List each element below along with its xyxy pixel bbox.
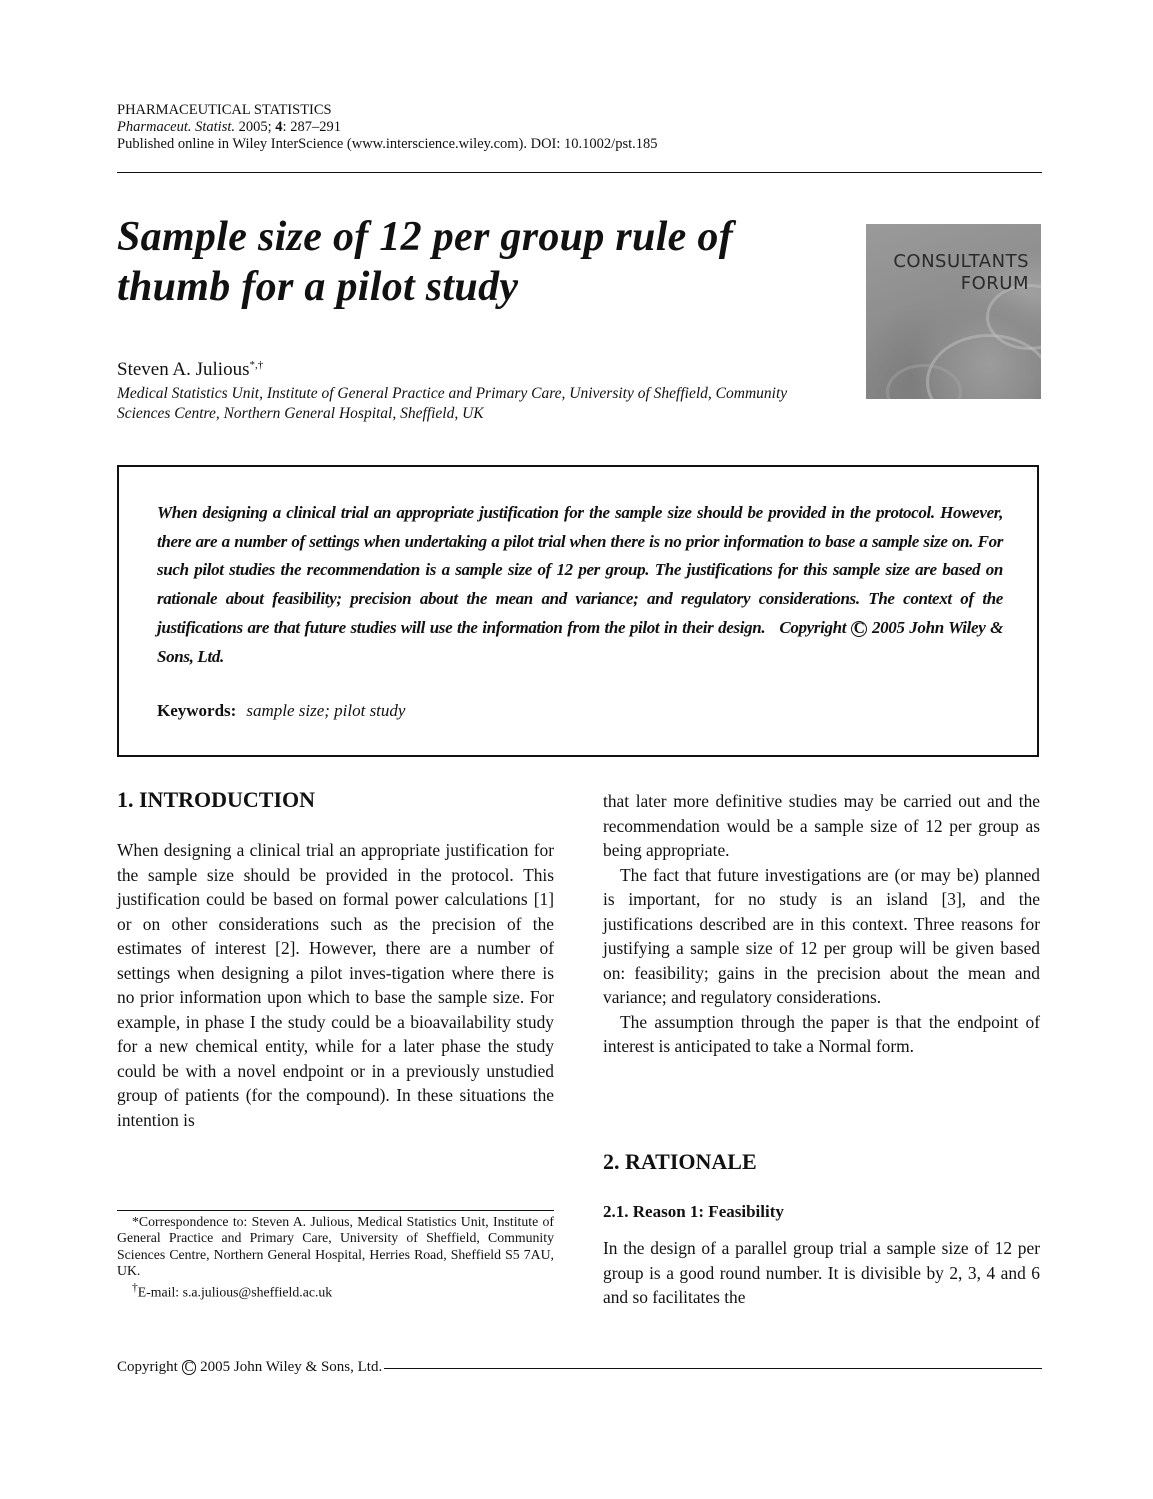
section-2-1-body <box>603 1236 1040 1310</box>
footer-copyright <box>117 1358 382 1376</box>
published-online-line: Published online in Wiley InterScience (www.interscience.wiley.com). DOI: 10.1002/pst.185 <box>117 136 658 152</box>
citation-journal: Pharmaceut. Statist. <box>117 119 236 135</box>
footer-rule <box>384 1368 1042 1369</box>
section-1-paragraph-2: The fact that future investigations are (or may be) planned is important, for no study is an island [3], and the justifications described are in this context. Three reasons for justifying a sample size of 12 per group will be given based on: feasibility; gains in the precision about the mean and variance; and regulatory considerations. <box>603 864 1040 1007</box>
footer-copyright-suffix: 2005 John Wiley & Sons, Ltd. <box>200 1359 383 1375</box>
section-badge-image <box>866 224 1041 399</box>
footnotes <box>117 1214 554 1301</box>
keywords-label: Keywords: <box>157 701 237 720</box>
badge-line-2: FORUM <box>960 273 1029 294</box>
author-footnote-marks: *,† <box>249 359 264 371</box>
citation-year: 2005; <box>238 119 272 135</box>
footer-copyright-prefix: Copyright <box>117 1359 178 1375</box>
section-2-1-heading: 2.1. Reason 1: Feasibility <box>603 1202 784 1221</box>
section-1-paragraph-3: The assumption through the paper is that the endpoint of interest is anticipated to take a Normal form. <box>603 1011 1040 1056</box>
title-line-1: Sample size of 12 per group rule of <box>117 214 734 260</box>
right-column <box>603 789 1040 1059</box>
author-affiliation: Medical Statistics Unit, Institute of General Practice and Primary Care, University of Sheffield, Community Sciences Centre, Northern General Hospital, Sheffield, UK <box>117 385 788 422</box>
citation <box>117 119 1042 136</box>
left-column <box>117 838 554 1132</box>
page-footer <box>117 1358 1042 1376</box>
email-text: E-mail: s.a.julious@sheffield.ac.uk <box>137 1284 333 1300</box>
journal-name: PHARMACEUTICAL STATISTICS <box>117 102 332 118</box>
header-divider <box>117 172 1042 173</box>
email-footnote <box>117 1280 554 1301</box>
abstract-copyright-suffix: 2005 John Wiley & Sons, Ltd. <box>157 617 1003 666</box>
correspondence-footnote: *Correspondence to: Steven A. Julious, Medical Statistics Unit, Institute of General Practice and Primary Care, University of Sheffield, Community Sciences Centre, Northern General Hospital, Herries Road, Sheffield S5 7AU, UK. <box>117 1214 554 1279</box>
footnote-divider <box>117 1210 554 1211</box>
section-1-heading: 1. INTRODUCTION <box>117 787 316 812</box>
author-name <box>117 354 263 381</box>
abstract-body: When designing a clinical trial an appropriate justification for the sample size should be provided in the protocol. However, there are a number of settings when undertaking a pilot trial when there is no prior information to base a sample size on. For such pilot studies the recommendation is a sample size of 12 per group. The justifications for this sample size are based on rationale about feasibility; precision about the mean and variance; and regulatory considerations. The context of the justifications are that future studies will use the information from the pilot in their design. <box>157 503 1003 637</box>
abstract-copyright-prefix: Copyright <box>779 617 847 637</box>
citation-pages: : 287–291 <box>282 119 341 135</box>
citation-volume: 4 <box>275 119 283 135</box>
journal-header <box>117 102 1042 153</box>
section-badge-label <box>893 251 1029 295</box>
section-1-paragraph-1: When designing a clinical trial an appropriate justification for the sample size should be provided in the protocol. This justification could be based on formal power calculations [1] or on other considerations such as the precision of the estimates of interest [2]. However, there are a number of settings when designing a pilot inves-tigation where there is no prior information upon which to base the sample size. For example, in phase I the study could be a bioavailability study for a new chemical entity, while for a later phase the study could be with a novel endpoint or in a previously unstudied group of patients (for the compound). In these situations the intention is <box>117 840 554 1130</box>
badge-line-1: CONSULTANTS <box>893 251 1029 272</box>
copyright-icon: C <box>851 621 868 638</box>
email-footnote-mark: † <box>132 1281 138 1294</box>
section-2-heading: 2. RATIONALE <box>603 1149 757 1174</box>
keywords-values: sample size; pilot study <box>246 701 406 720</box>
keywords <box>157 700 405 722</box>
author-name-text: Steven A. Julious <box>117 359 250 380</box>
abstract-text <box>157 499 1003 671</box>
section-2-1-paragraph-1: In the design of a parallel group trial a sample size of 12 per group is a good round number. It is divisible by 2, 3, 4 and 6 and so facilitates the <box>603 1238 1040 1307</box>
section-1-paragraph-1-continued: that later more definitive studies may be carried out and the recommendation would be a sample size of 12 per group as being appropriate. <box>603 791 1040 860</box>
copyright-icon: C <box>182 1360 197 1375</box>
article-title <box>117 212 817 312</box>
abstract-box <box>117 465 1039 757</box>
title-line-2: thumb for a pilot study <box>117 264 519 310</box>
